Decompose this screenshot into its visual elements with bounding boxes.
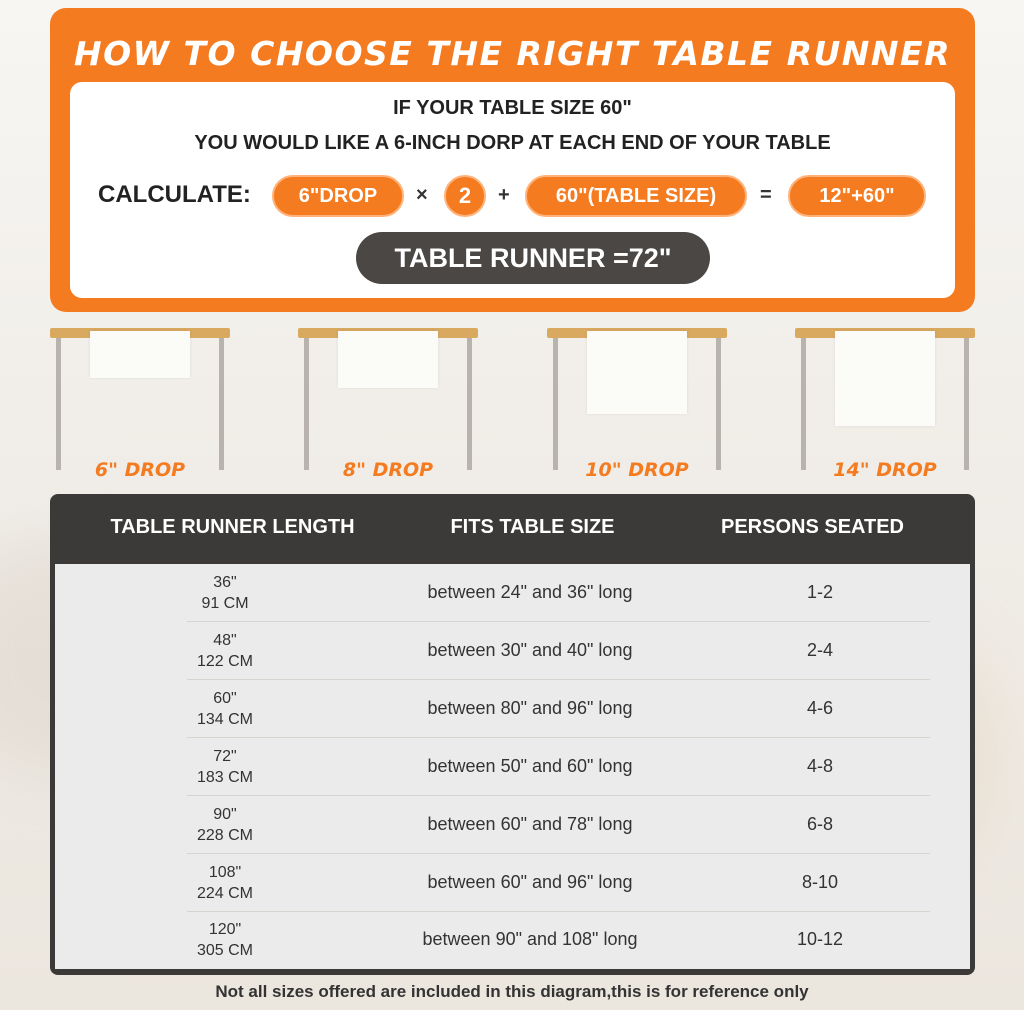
equals-operator: = bbox=[760, 184, 772, 206]
table-leg bbox=[56, 338, 61, 470]
drop-illustration-14 bbox=[795, 328, 975, 488]
length-cm: 134 CM bbox=[196, 711, 254, 728]
runner-drop bbox=[835, 331, 935, 426]
drop-illustration-10 bbox=[547, 328, 727, 488]
table-row bbox=[55, 680, 970, 738]
seated-cell: 4-8 bbox=[806, 756, 833, 776]
table-row bbox=[55, 911, 970, 969]
table-leg bbox=[801, 338, 806, 470]
table-leg bbox=[716, 338, 721, 470]
length-cm: 224 CM bbox=[196, 885, 254, 902]
fits-size-cell: between 24" and 36" long bbox=[427, 582, 633, 602]
length-cm: 91 CM bbox=[201, 595, 249, 612]
runner-drop bbox=[90, 331, 190, 378]
drop-label: 8" DROP bbox=[342, 459, 434, 481]
calculate-label: CALCULATE: bbox=[98, 181, 251, 208]
runner-length-cell bbox=[175, 804, 275, 846]
table-row bbox=[55, 796, 970, 854]
calculation-row bbox=[70, 175, 955, 219]
table-header bbox=[50, 494, 975, 564]
fits-size-cell: between 60" and 96" long bbox=[427, 872, 633, 892]
table-leg bbox=[304, 338, 309, 470]
seated-cell: 4-6 bbox=[806, 698, 833, 718]
calculation-panel bbox=[70, 82, 955, 298]
length-inches: 120" bbox=[208, 921, 242, 938]
runner-length-cell bbox=[175, 630, 275, 672]
seated-cell: 2-4 bbox=[806, 640, 833, 660]
fits-size-cell: between 30" and 40" long bbox=[427, 640, 633, 660]
drop-description-line: YOU WOULD LIKE A 6-INCH DORP AT EACH END OF YOUR TABLE bbox=[194, 132, 831, 154]
runner-length-cell bbox=[175, 688, 275, 730]
column-header-seated: PERSONS SEATED bbox=[721, 516, 904, 538]
table-row bbox=[55, 622, 970, 680]
table-row bbox=[55, 738, 970, 796]
runner-length-cell bbox=[175, 862, 275, 904]
reference-footnote: Not all sizes offered are included in this diagram,this is for reference only bbox=[215, 982, 809, 1001]
drop-illustration-8 bbox=[298, 328, 478, 488]
length-cm: 183 CM bbox=[196, 769, 254, 786]
seated-cell: 8-10 bbox=[801, 872, 839, 892]
table-row bbox=[55, 854, 970, 912]
length-inches: 90" bbox=[213, 806, 237, 823]
seated-cell: 10-12 bbox=[796, 929, 844, 949]
runner-drop bbox=[338, 331, 438, 388]
fits-size-cell: between 90" and 108" long bbox=[422, 929, 638, 949]
fits-size-cell: between 80" and 96" long bbox=[427, 698, 633, 718]
length-inches: 108" bbox=[208, 864, 242, 881]
sum-pill: 12"+60" bbox=[788, 175, 926, 217]
table-leg bbox=[964, 338, 969, 470]
table-size-pill: 60"(TABLE SIZE) bbox=[525, 175, 747, 217]
multiplier-circle: 2 bbox=[444, 175, 486, 217]
length-inches: 36" bbox=[213, 574, 237, 591]
drop-label: 10" DROP bbox=[585, 459, 689, 481]
table-leg bbox=[467, 338, 472, 470]
seated-cell: 1-2 bbox=[806, 582, 833, 602]
table-body bbox=[55, 564, 970, 969]
seated-cell: 6-8 bbox=[806, 814, 833, 834]
result-pill: TABLE RUNNER =72" bbox=[356, 232, 710, 284]
length-cm: 228 CM bbox=[196, 827, 254, 844]
drop-pill: 6"DROP bbox=[272, 175, 404, 217]
length-cm: 305 CM bbox=[196, 942, 254, 959]
runner-length-cell bbox=[175, 746, 275, 788]
runner-drop bbox=[587, 331, 687, 414]
fits-size-cell: between 50" and 60" long bbox=[427, 756, 633, 776]
length-cm: 122 CM bbox=[196, 653, 254, 670]
runner-length-cell bbox=[175, 919, 275, 961]
drop-illustration-6 bbox=[50, 328, 230, 488]
runner-length-cell bbox=[175, 572, 275, 614]
drop-label: 6" DROP bbox=[94, 459, 186, 481]
calculation-guide-card bbox=[50, 8, 975, 312]
plus-operator: + bbox=[498, 184, 510, 206]
times-operator: × bbox=[416, 184, 428, 206]
size-table bbox=[50, 494, 975, 975]
table-leg bbox=[219, 338, 224, 470]
column-header-length: TABLE RUNNER LENGTH bbox=[110, 516, 355, 538]
table-leg bbox=[553, 338, 558, 470]
column-header-fits: FITS TABLE SIZE bbox=[450, 516, 615, 538]
table-row bbox=[55, 564, 970, 622]
fits-size-cell: between 60" and 78" long bbox=[427, 814, 633, 834]
length-inches: 72" bbox=[213, 748, 237, 765]
table-size-line: IF YOUR TABLE SIZE 60" bbox=[393, 97, 632, 119]
page-title: HOW TO CHOOSE THE RIGHT TABLE RUNNER bbox=[73, 34, 951, 73]
drop-label: 14" DROP bbox=[833, 459, 937, 481]
length-inches: 48" bbox=[213, 632, 237, 649]
length-inches: 60" bbox=[213, 690, 237, 707]
